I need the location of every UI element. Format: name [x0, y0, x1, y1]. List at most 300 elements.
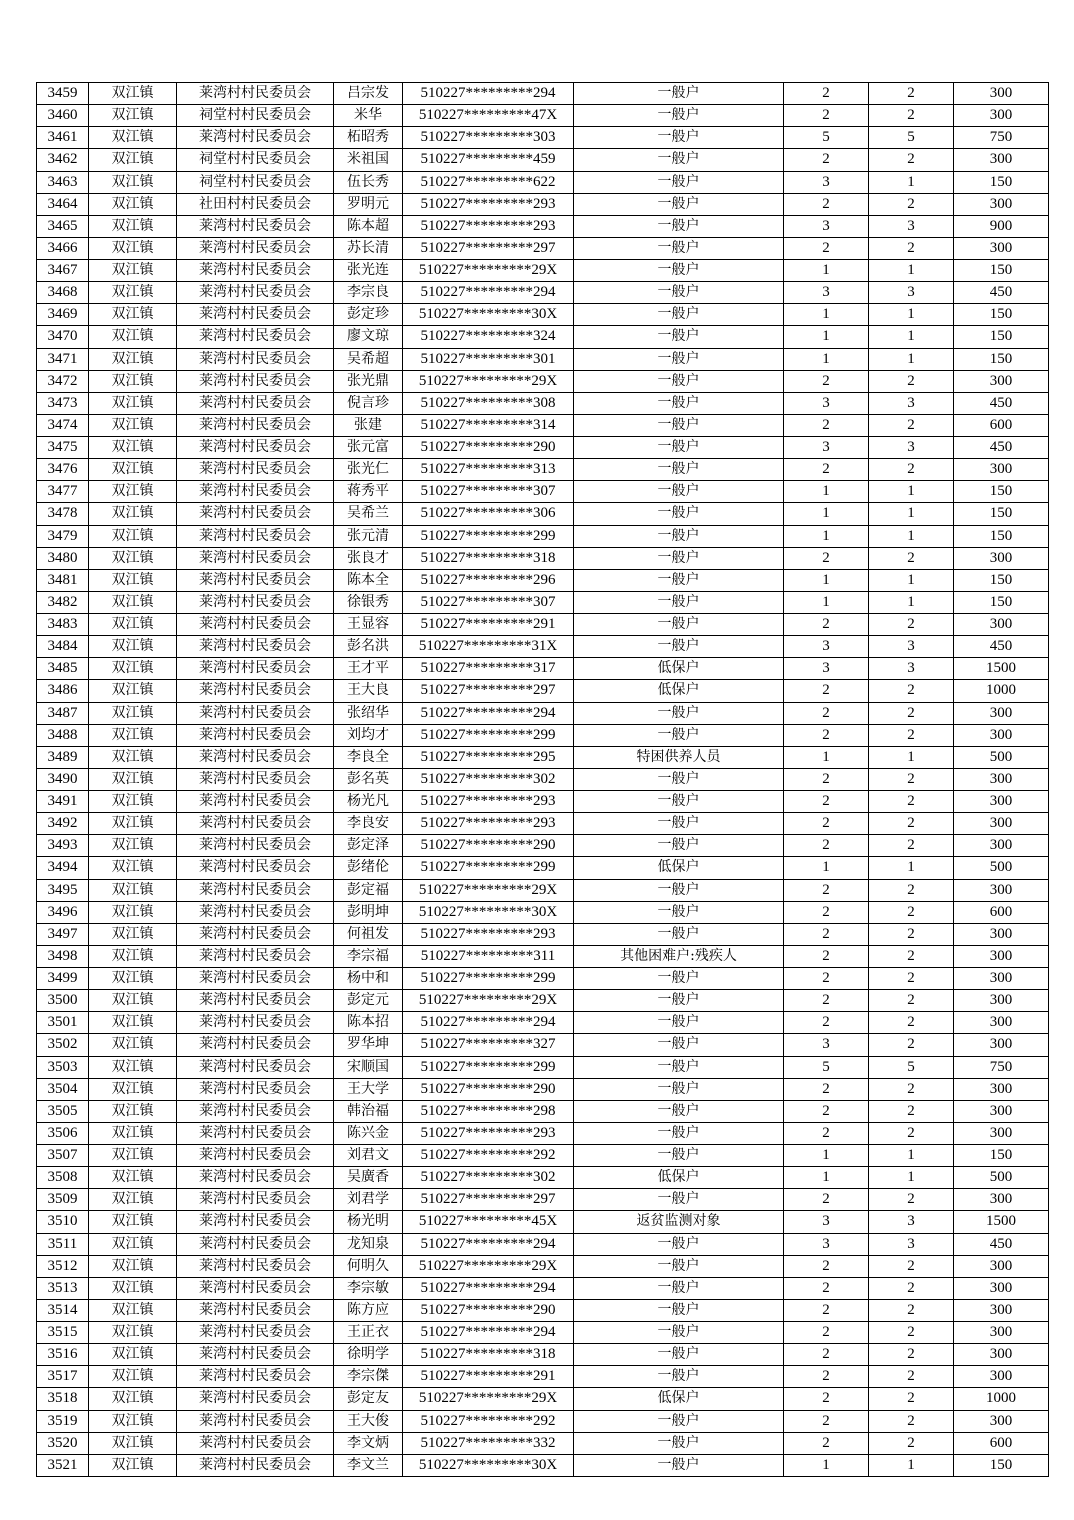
table-row [37, 1012, 1049, 1034]
table-row [37, 857, 1049, 879]
id-number-cell: 510227*********332 [403, 1432, 574, 1454]
eligible-count-cell: 2 [869, 1100, 954, 1122]
id-number-cell: 510227*********308 [403, 392, 574, 414]
table-row [37, 945, 1049, 967]
row-number-cell: 3494 [37, 857, 89, 879]
table-row [37, 724, 1049, 746]
village-committee-cell: 莱湾村村民委员会 [177, 1167, 334, 1189]
amount-cell: 300 [954, 547, 1049, 569]
table-row [37, 813, 1049, 835]
eligible-count-cell: 2 [869, 1432, 954, 1454]
town-cell: 双江镇 [89, 569, 177, 591]
town-cell: 双江镇 [89, 945, 177, 967]
name-cell: 陈方应 [334, 1299, 403, 1321]
id-number-cell: 510227*********294 [403, 1322, 574, 1344]
village-committee-cell: 莱湾村村民委员会 [177, 791, 334, 813]
village-committee-cell: 莱湾村村民委员会 [177, 1366, 334, 1388]
row-number-cell: 3464 [37, 193, 89, 215]
household-size-cell: 2 [784, 237, 869, 259]
household-size-cell: 1 [784, 525, 869, 547]
eligible-count-cell: 2 [869, 990, 954, 1012]
row-number-cell: 3486 [37, 680, 89, 702]
household-size-cell: 2 [784, 901, 869, 923]
name-cell: 柘昭秀 [334, 127, 403, 149]
eligible-count-cell: 1 [869, 260, 954, 282]
amount-cell: 300 [954, 1344, 1049, 1366]
household-type-cell: 一般户 [574, 370, 784, 392]
town-cell: 双江镇 [89, 614, 177, 636]
household-size-cell: 2 [784, 835, 869, 857]
table-row [37, 127, 1049, 149]
amount-cell: 300 [954, 1410, 1049, 1432]
id-number-cell: 510227*********290 [403, 1299, 574, 1321]
amount-cell: 900 [954, 215, 1049, 237]
village-committee-cell: 莱湾村村民委员会 [177, 326, 334, 348]
town-cell: 双江镇 [89, 724, 177, 746]
eligible-count-cell: 1 [869, 746, 954, 768]
table-row [37, 1322, 1049, 1344]
town-cell: 双江镇 [89, 680, 177, 702]
id-number-cell: 510227*********299 [403, 724, 574, 746]
amount-cell: 300 [954, 1078, 1049, 1100]
row-number-cell: 3462 [37, 149, 89, 171]
amount-cell: 300 [954, 149, 1049, 171]
amount-cell: 150 [954, 260, 1049, 282]
town-cell: 双江镇 [89, 260, 177, 282]
table-row [37, 702, 1049, 724]
id-number-cell: 510227*********294 [403, 1012, 574, 1034]
household-size-cell: 2 [784, 1078, 869, 1100]
amount-cell: 1000 [954, 680, 1049, 702]
household-size-cell: 2 [784, 945, 869, 967]
id-number-cell: 510227*********317 [403, 658, 574, 680]
name-cell: 李宗敏 [334, 1277, 403, 1299]
household-size-cell: 2 [784, 791, 869, 813]
town-cell: 双江镇 [89, 923, 177, 945]
eligible-count-cell: 5 [869, 127, 954, 149]
name-cell: 李文炳 [334, 1432, 403, 1454]
amount-cell: 300 [954, 768, 1049, 790]
eligible-count-cell: 2 [869, 1122, 954, 1144]
amount-cell: 300 [954, 370, 1049, 392]
name-cell: 吴廣香 [334, 1167, 403, 1189]
table-row [37, 149, 1049, 171]
table-row [37, 1122, 1049, 1144]
eligible-count-cell: 3 [869, 658, 954, 680]
row-number-cell: 3493 [37, 835, 89, 857]
household-size-cell: 1 [784, 1454, 869, 1476]
eligible-count-cell: 1 [869, 481, 954, 503]
household-type-cell: 一般户 [574, 83, 784, 105]
row-number-cell: 3492 [37, 813, 89, 835]
household-size-cell: 3 [784, 171, 869, 193]
household-type-cell: 一般户 [574, 1255, 784, 1277]
household-type-cell: 一般户 [574, 1189, 784, 1211]
id-number-cell: 510227*********290 [403, 1078, 574, 1100]
amount-cell: 150 [954, 525, 1049, 547]
town-cell: 双江镇 [89, 1299, 177, 1321]
row-number-cell: 3460 [37, 105, 89, 127]
table-row [37, 835, 1049, 857]
village-committee-cell: 莱湾村村民委员会 [177, 215, 334, 237]
village-committee-cell: 莱湾村村民委员会 [177, 437, 334, 459]
household-type-cell: 一般户 [574, 968, 784, 990]
name-cell: 王才平 [334, 658, 403, 680]
name-cell: 何祖发 [334, 923, 403, 945]
name-cell: 王显容 [334, 614, 403, 636]
id-number-cell: 510227*********29X [403, 260, 574, 282]
amount-cell: 300 [954, 1034, 1049, 1056]
amount-cell: 1500 [954, 658, 1049, 680]
id-number-cell: 510227*********294 [403, 702, 574, 724]
town-cell: 双江镇 [89, 83, 177, 105]
name-cell: 杨中和 [334, 968, 403, 990]
household-size-cell: 2 [784, 923, 869, 945]
name-cell: 罗华坤 [334, 1034, 403, 1056]
name-cell: 陈本招 [334, 1012, 403, 1034]
name-cell: 刘君文 [334, 1145, 403, 1167]
row-number-cell: 3472 [37, 370, 89, 392]
eligible-count-cell: 2 [869, 1277, 954, 1299]
table-row [37, 348, 1049, 370]
id-number-cell: 510227*********324 [403, 326, 574, 348]
row-number-cell: 3500 [37, 990, 89, 1012]
town-cell: 双江镇 [89, 1100, 177, 1122]
row-number-cell: 3503 [37, 1056, 89, 1078]
village-committee-cell: 莱湾村村民委员会 [177, 658, 334, 680]
table-row [37, 636, 1049, 658]
eligible-count-cell: 2 [869, 901, 954, 923]
table-row [37, 1211, 1049, 1233]
household-size-cell: 5 [784, 127, 869, 149]
table-row [37, 1366, 1049, 1388]
eligible-count-cell: 1 [869, 304, 954, 326]
household-type-cell: 一般户 [574, 237, 784, 259]
amount-cell: 150 [954, 326, 1049, 348]
household-size-cell: 3 [784, 658, 869, 680]
row-number-cell: 3515 [37, 1322, 89, 1344]
village-committee-cell: 莱湾村村民委员会 [177, 813, 334, 835]
eligible-count-cell: 1 [869, 569, 954, 591]
row-number-cell: 3498 [37, 945, 89, 967]
amount-cell: 1500 [954, 1211, 1049, 1233]
amount-cell: 300 [954, 237, 1049, 259]
name-cell: 李宗福 [334, 945, 403, 967]
town-cell: 双江镇 [89, 481, 177, 503]
row-number-cell: 3480 [37, 547, 89, 569]
name-cell: 彭定元 [334, 990, 403, 1012]
name-cell: 杨光明 [334, 1211, 403, 1233]
amount-cell: 300 [954, 835, 1049, 857]
eligible-count-cell: 2 [869, 459, 954, 481]
eligible-count-cell: 1 [869, 857, 954, 879]
town-cell: 双江镇 [89, 237, 177, 259]
id-number-cell: 510227*********29X [403, 1388, 574, 1410]
household-type-cell: 一般户 [574, 481, 784, 503]
household-size-cell: 2 [784, 702, 869, 724]
table-row [37, 1255, 1049, 1277]
eligible-count-cell: 2 [869, 1255, 954, 1277]
household-type-cell: 一般户 [574, 105, 784, 127]
household-size-cell: 2 [784, 459, 869, 481]
row-number-cell: 3513 [37, 1277, 89, 1299]
name-cell: 苏长清 [334, 237, 403, 259]
amount-cell: 150 [954, 304, 1049, 326]
table-row [37, 282, 1049, 304]
amount-cell: 150 [954, 503, 1049, 525]
id-number-cell: 510227*********307 [403, 481, 574, 503]
id-number-cell: 510227*********294 [403, 1277, 574, 1299]
table-row [37, 1189, 1049, 1211]
name-cell: 张绍华 [334, 702, 403, 724]
id-number-cell: 510227*********293 [403, 193, 574, 215]
table-row [37, 1078, 1049, 1100]
household-type-cell: 一般户 [574, 459, 784, 481]
table-row [37, 1388, 1049, 1410]
name-cell: 张元富 [334, 437, 403, 459]
household-type-cell: 一般户 [574, 702, 784, 724]
town-cell: 双江镇 [89, 1122, 177, 1144]
village-committee-cell: 莱湾村村民委员会 [177, 1189, 334, 1211]
name-cell: 张光仁 [334, 459, 403, 481]
household-size-cell: 3 [784, 1034, 869, 1056]
amount-cell: 300 [954, 813, 1049, 835]
id-number-cell: 510227*********29X [403, 879, 574, 901]
village-committee-cell: 莱湾村村民委员会 [177, 857, 334, 879]
household-type-cell: 一般户 [574, 591, 784, 613]
amount-cell: 450 [954, 636, 1049, 658]
table-row [37, 1432, 1049, 1454]
eligible-count-cell: 1 [869, 503, 954, 525]
town-cell: 双江镇 [89, 215, 177, 237]
amount-cell: 300 [954, 724, 1049, 746]
row-number-cell: 3519 [37, 1410, 89, 1432]
household-size-cell: 2 [784, 1012, 869, 1034]
row-number-cell: 3476 [37, 459, 89, 481]
household-type-cell: 一般户 [574, 901, 784, 923]
row-number-cell: 3466 [37, 237, 89, 259]
household-size-cell: 1 [784, 503, 869, 525]
village-committee-cell: 莱湾村村民委员会 [177, 879, 334, 901]
row-number-cell: 3514 [37, 1299, 89, 1321]
village-committee-cell: 莱湾村村民委员会 [177, 525, 334, 547]
village-committee-cell: 莱湾村村民委员会 [177, 1277, 334, 1299]
amount-cell: 500 [954, 1167, 1049, 1189]
name-cell: 李宗良 [334, 282, 403, 304]
household-type-cell: 低保户 [574, 1388, 784, 1410]
row-number-cell: 3508 [37, 1167, 89, 1189]
household-size-cell: 3 [784, 392, 869, 414]
row-number-cell: 3504 [37, 1078, 89, 1100]
town-cell: 双江镇 [89, 702, 177, 724]
household-size-cell: 2 [784, 614, 869, 636]
id-number-cell: 510227*********299 [403, 968, 574, 990]
eligible-count-cell: 2 [869, 945, 954, 967]
row-number-cell: 3499 [37, 968, 89, 990]
id-number-cell: 510227*********294 [403, 1233, 574, 1255]
table-row [37, 1277, 1049, 1299]
id-number-cell: 510227*********30X [403, 304, 574, 326]
household-size-cell: 5 [784, 1056, 869, 1078]
household-size-cell: 2 [784, 724, 869, 746]
amount-cell: 450 [954, 437, 1049, 459]
household-size-cell: 2 [784, 1410, 869, 1432]
household-size-cell: 2 [784, 1299, 869, 1321]
row-number-cell: 3470 [37, 326, 89, 348]
village-committee-cell: 祠堂村村民委员会 [177, 105, 334, 127]
name-cell: 王大学 [334, 1078, 403, 1100]
village-committee-cell: 莱湾村村民委员会 [177, 83, 334, 105]
household-size-cell: 2 [784, 83, 869, 105]
household-size-cell: 2 [784, 149, 869, 171]
household-size-cell: 3 [784, 1233, 869, 1255]
household-type-cell: 一般户 [574, 1322, 784, 1344]
name-cell: 张建 [334, 414, 403, 436]
id-number-cell: 510227*********297 [403, 680, 574, 702]
town-cell: 双江镇 [89, 901, 177, 923]
household-size-cell: 2 [784, 990, 869, 1012]
table-row [37, 370, 1049, 392]
name-cell: 陈本超 [334, 215, 403, 237]
household-type-cell: 一般户 [574, 879, 784, 901]
amount-cell: 300 [954, 614, 1049, 636]
table-row [37, 326, 1049, 348]
household-type-cell: 一般户 [574, 1122, 784, 1144]
table-row [37, 215, 1049, 237]
amount-cell: 300 [954, 968, 1049, 990]
id-number-cell: 510227*********318 [403, 547, 574, 569]
household-size-cell: 2 [784, 1255, 869, 1277]
row-number-cell: 3517 [37, 1366, 89, 1388]
id-number-cell: 510227*********303 [403, 127, 574, 149]
row-number-cell: 3459 [37, 83, 89, 105]
household-size-cell: 2 [784, 968, 869, 990]
household-size-cell: 2 [784, 1189, 869, 1211]
eligible-count-cell: 2 [869, 370, 954, 392]
household-size-cell: 3 [784, 282, 869, 304]
village-committee-cell: 莱湾村村民委员会 [177, 304, 334, 326]
town-cell: 双江镇 [89, 746, 177, 768]
town-cell: 双江镇 [89, 591, 177, 613]
household-size-cell: 1 [784, 569, 869, 591]
row-number-cell: 3495 [37, 879, 89, 901]
eligible-count-cell: 2 [869, 83, 954, 105]
household-type-cell: 低保户 [574, 680, 784, 702]
village-committee-cell: 莱湾村村民委员会 [177, 348, 334, 370]
village-committee-cell: 莱湾村村民委员会 [177, 547, 334, 569]
household-type-cell: 一般户 [574, 724, 784, 746]
town-cell: 双江镇 [89, 326, 177, 348]
town-cell: 双江镇 [89, 658, 177, 680]
village-committee-cell: 莱湾村村民委员会 [177, 901, 334, 923]
table-row [37, 569, 1049, 591]
id-number-cell: 510227*********294 [403, 282, 574, 304]
id-number-cell: 510227*********299 [403, 525, 574, 547]
table-row [37, 1344, 1049, 1366]
eligible-count-cell: 2 [869, 879, 954, 901]
household-type-cell: 一般户 [574, 1410, 784, 1432]
amount-cell: 300 [954, 459, 1049, 481]
amount-cell: 300 [954, 1366, 1049, 1388]
household-size-cell: 2 [784, 105, 869, 127]
row-number-cell: 3502 [37, 1034, 89, 1056]
town-cell: 双江镇 [89, 1432, 177, 1454]
household-type-cell: 一般户 [574, 326, 784, 348]
town-cell: 双江镇 [89, 414, 177, 436]
eligible-count-cell: 1 [869, 1454, 954, 1476]
table-body [37, 83, 1049, 1477]
household-type-cell: 一般户 [574, 1432, 784, 1454]
table-row [37, 1299, 1049, 1321]
household-type-cell: 一般户 [574, 813, 784, 835]
village-committee-cell: 莱湾村村民委员会 [177, 1078, 334, 1100]
name-cell: 徐银秀 [334, 591, 403, 613]
village-committee-cell: 莱湾村村民委员会 [177, 1344, 334, 1366]
amount-cell: 150 [954, 348, 1049, 370]
village-committee-cell: 莱湾村村民委员会 [177, 835, 334, 857]
amount-cell: 300 [954, 105, 1049, 127]
town-cell: 双江镇 [89, 636, 177, 658]
row-number-cell: 3478 [37, 503, 89, 525]
name-cell: 李宗傑 [334, 1366, 403, 1388]
household-type-cell: 一般户 [574, 990, 784, 1012]
name-cell: 张光鼎 [334, 370, 403, 392]
table-row [37, 658, 1049, 680]
eligible-count-cell: 2 [869, 680, 954, 702]
name-cell: 彭明坤 [334, 901, 403, 923]
eligible-count-cell: 2 [869, 1388, 954, 1410]
household-type-cell: 一般户 [574, 1012, 784, 1034]
household-size-cell: 3 [784, 437, 869, 459]
town-cell: 双江镇 [89, 525, 177, 547]
village-committee-cell: 莱湾村村民委员会 [177, 680, 334, 702]
amount-cell: 600 [954, 1432, 1049, 1454]
village-committee-cell: 莱湾村村民委员会 [177, 990, 334, 1012]
name-cell: 何明久 [334, 1255, 403, 1277]
amount-cell: 450 [954, 1233, 1049, 1255]
household-size-cell: 1 [784, 326, 869, 348]
town-cell: 双江镇 [89, 990, 177, 1012]
table-row [37, 1100, 1049, 1122]
row-number-cell: 3461 [37, 127, 89, 149]
name-cell: 李良安 [334, 813, 403, 835]
household-type-cell: 一般户 [574, 791, 784, 813]
id-number-cell: 510227*********302 [403, 768, 574, 790]
id-number-cell: 510227*********318 [403, 1344, 574, 1366]
household-type-cell: 低保户 [574, 857, 784, 879]
row-number-cell: 3506 [37, 1122, 89, 1144]
village-committee-cell: 莱湾村村民委员会 [177, 370, 334, 392]
town-cell: 双江镇 [89, 1454, 177, 1476]
village-committee-cell: 莱湾村村民委员会 [177, 503, 334, 525]
eligible-count-cell: 2 [869, 791, 954, 813]
amount-cell: 750 [954, 1056, 1049, 1078]
amount-cell: 300 [954, 1012, 1049, 1034]
table-row [37, 1410, 1049, 1432]
household-type-cell: 一般户 [574, 1034, 784, 1056]
id-number-cell: 510227*********290 [403, 437, 574, 459]
eligible-count-cell: 2 [869, 547, 954, 569]
eligible-count-cell: 2 [869, 835, 954, 857]
village-committee-cell: 莱湾村村民委员会 [177, 1410, 334, 1432]
household-type-cell: 返贫监测对象 [574, 1211, 784, 1233]
table-row [37, 1034, 1049, 1056]
town-cell: 双江镇 [89, 348, 177, 370]
town-cell: 双江镇 [89, 1255, 177, 1277]
household-type-cell: 低保户 [574, 1167, 784, 1189]
name-cell: 龙知泉 [334, 1233, 403, 1255]
id-number-cell: 510227*********299 [403, 857, 574, 879]
